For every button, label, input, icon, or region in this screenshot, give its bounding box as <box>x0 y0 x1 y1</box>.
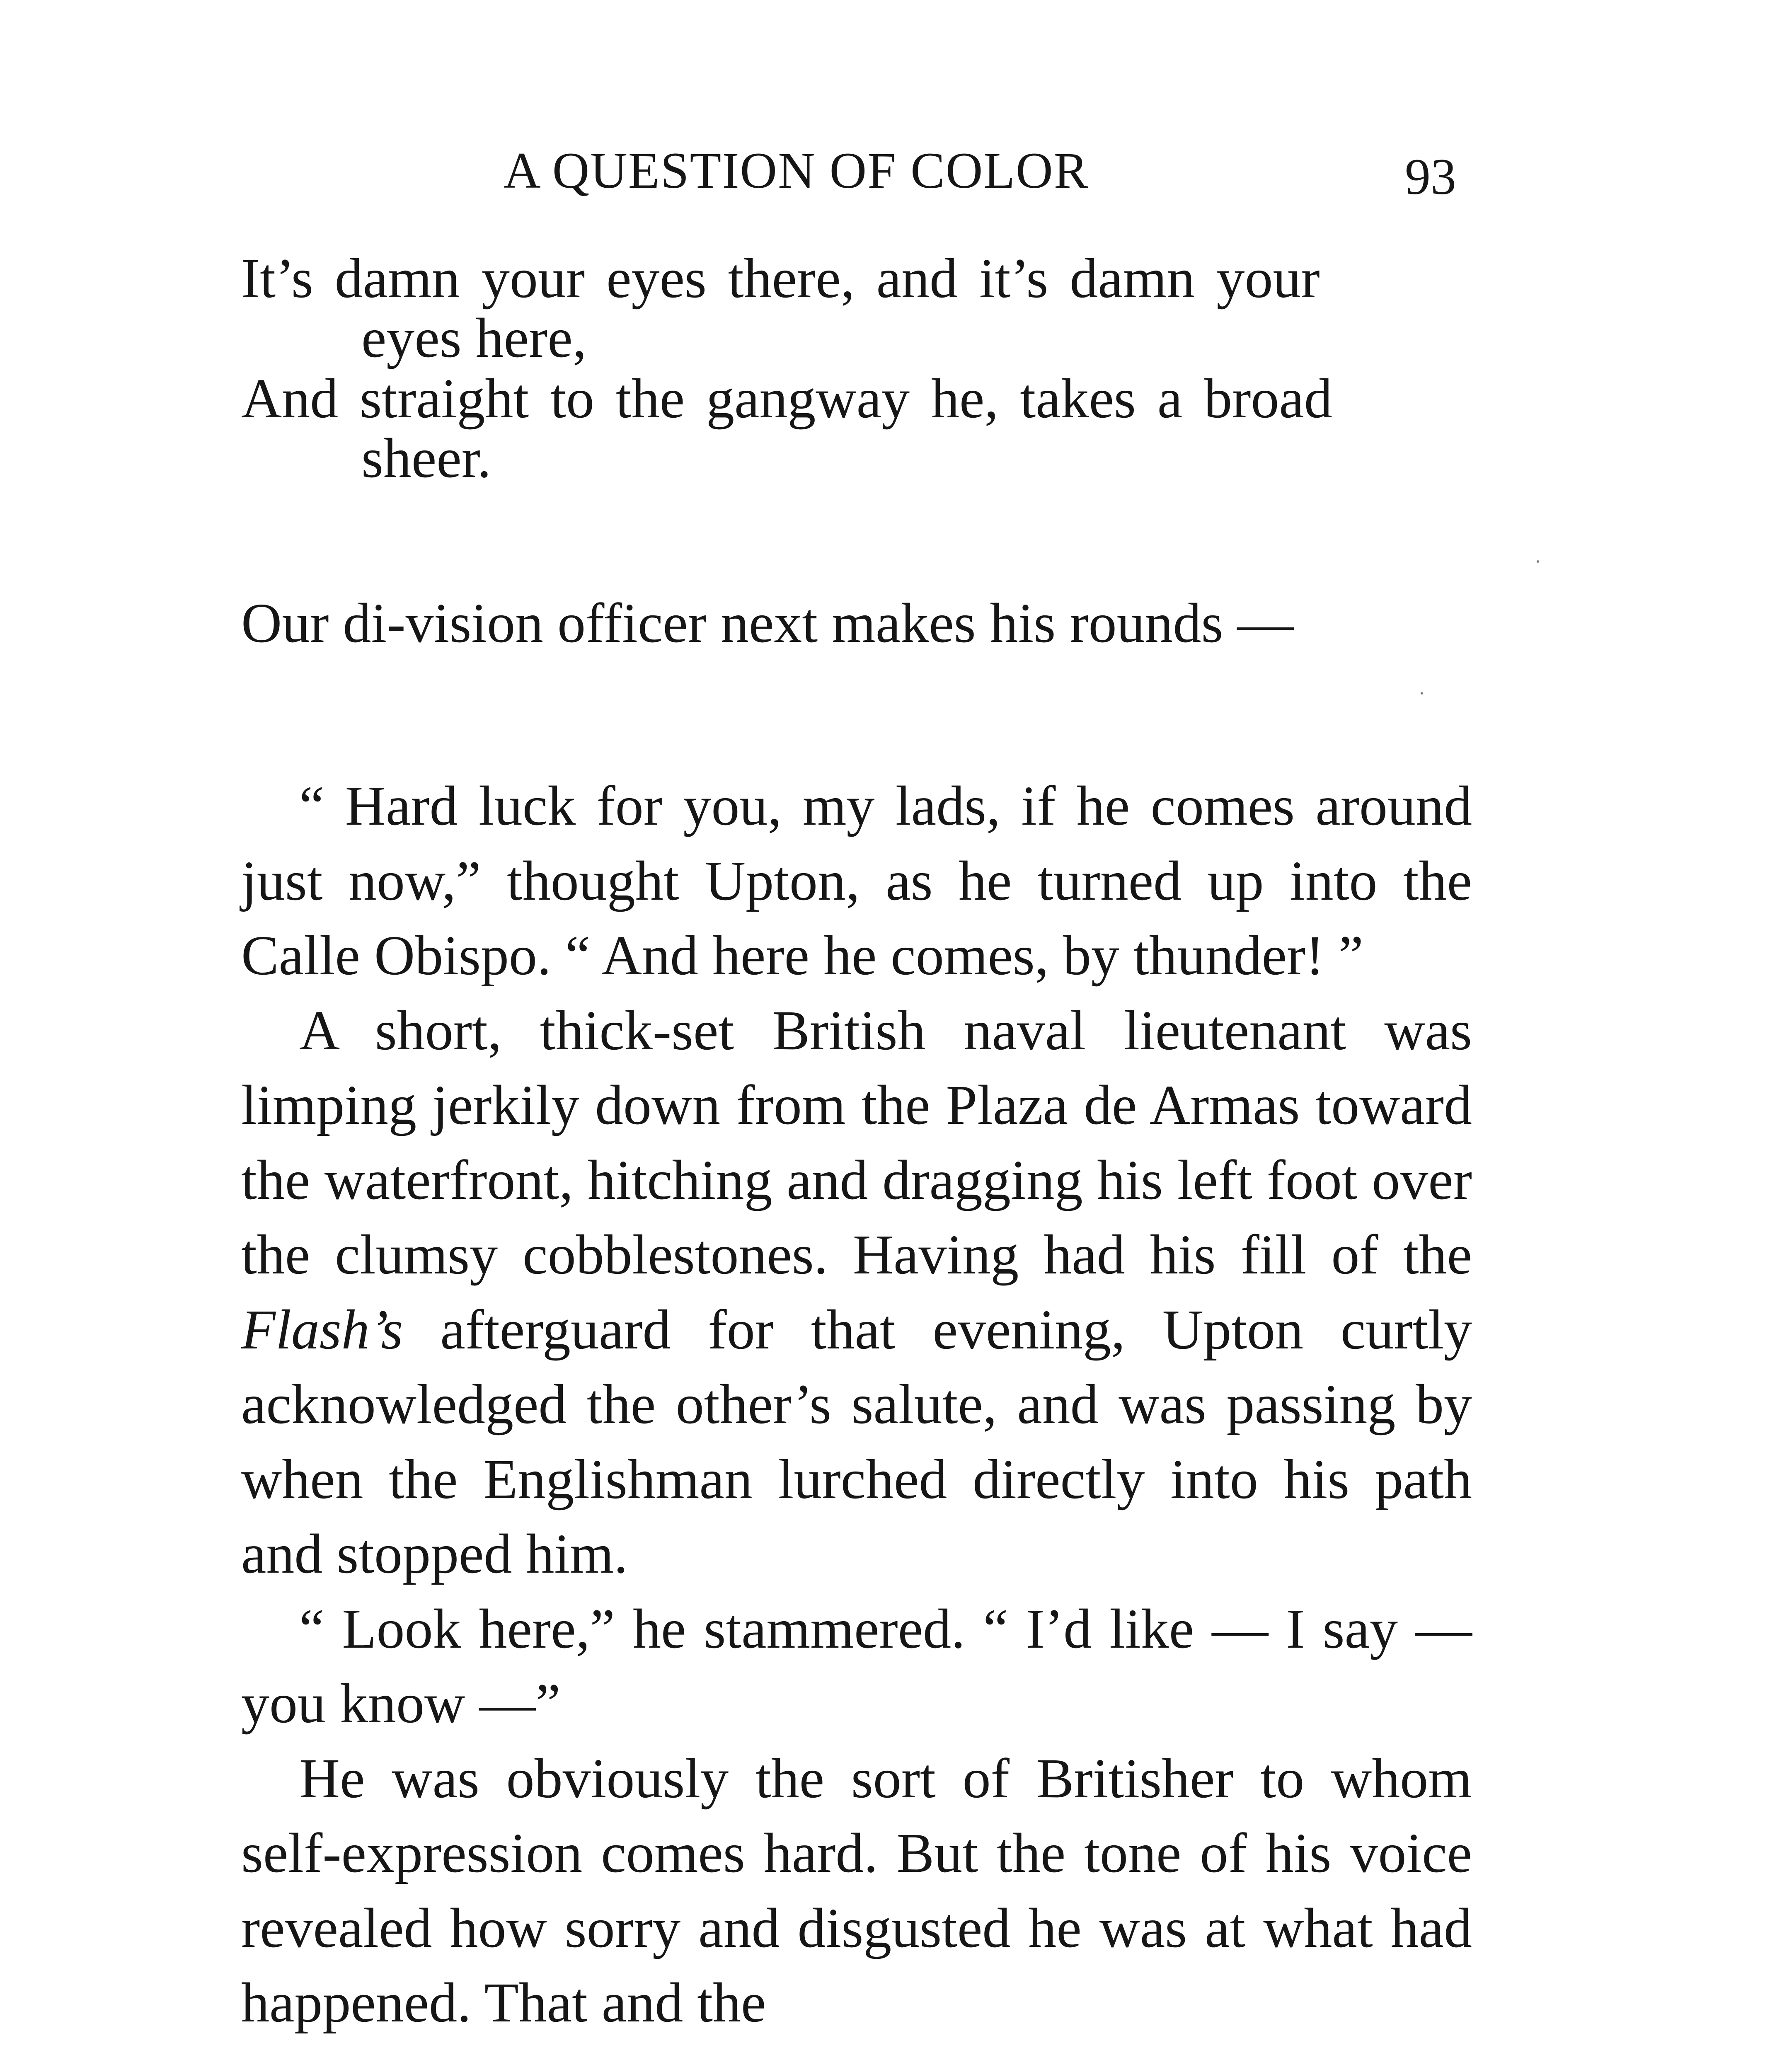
scan-speck <box>1421 692 1423 695</box>
paragraph <box>241 993 1472 1592</box>
verse-stanza-2 <box>241 369 1484 488</box>
verse-line: It’s damn your eyes there, and it’s damn your <box>241 247 1320 310</box>
paragraph: He was obviously the sort of Britisher to whom self-expression comes hard. But the tone of his voice revealed how sorry and disgusted he was at what had happened. That and the <box>241 1747 1472 2034</box>
running-title: A QUESTION OF COLOR <box>504 142 1089 199</box>
verse-line-turnover: sheer. <box>361 427 492 489</box>
scan-speck <box>1537 560 1539 563</box>
body-text <box>241 769 1472 2041</box>
verse-stanza-1 <box>241 249 1484 368</box>
paragraph-text: afterguard for that evening, Upton curtly acknowledged the other’s salute, and was passing by when the Englishman lurched directly into his path and stopped him. <box>241 1298 1472 1585</box>
verse-line-division-officer: Our di-vision officer next makes his rounds — <box>241 592 1294 654</box>
paragraph-text: A short, thick-set British naval lieutenant was limping jerkily down from the Plaza de Armas toward the waterfront, hitching and dragging his left foot over the clumsy cobblestones. Having had his fill of the <box>241 999 1472 1286</box>
verse-line: And straight to the gangway he, takes a broad <box>241 368 1332 430</box>
ship-name-italic: Flash’s <box>241 1298 403 1361</box>
paragraph: “ Look here,” he stammered. “ I’d like — I say — you know —” <box>241 1598 1472 1735</box>
paragraph: “ Hard luck for you, my lads, if he comes around just now,” thought Upton, as he turned up into the Calle Obispo. “ And here he comes, by thunder! ” <box>241 775 1472 987</box>
page-number: 93 <box>1405 148 1456 205</box>
verse-line-turnover: eyes here, <box>361 307 587 369</box>
